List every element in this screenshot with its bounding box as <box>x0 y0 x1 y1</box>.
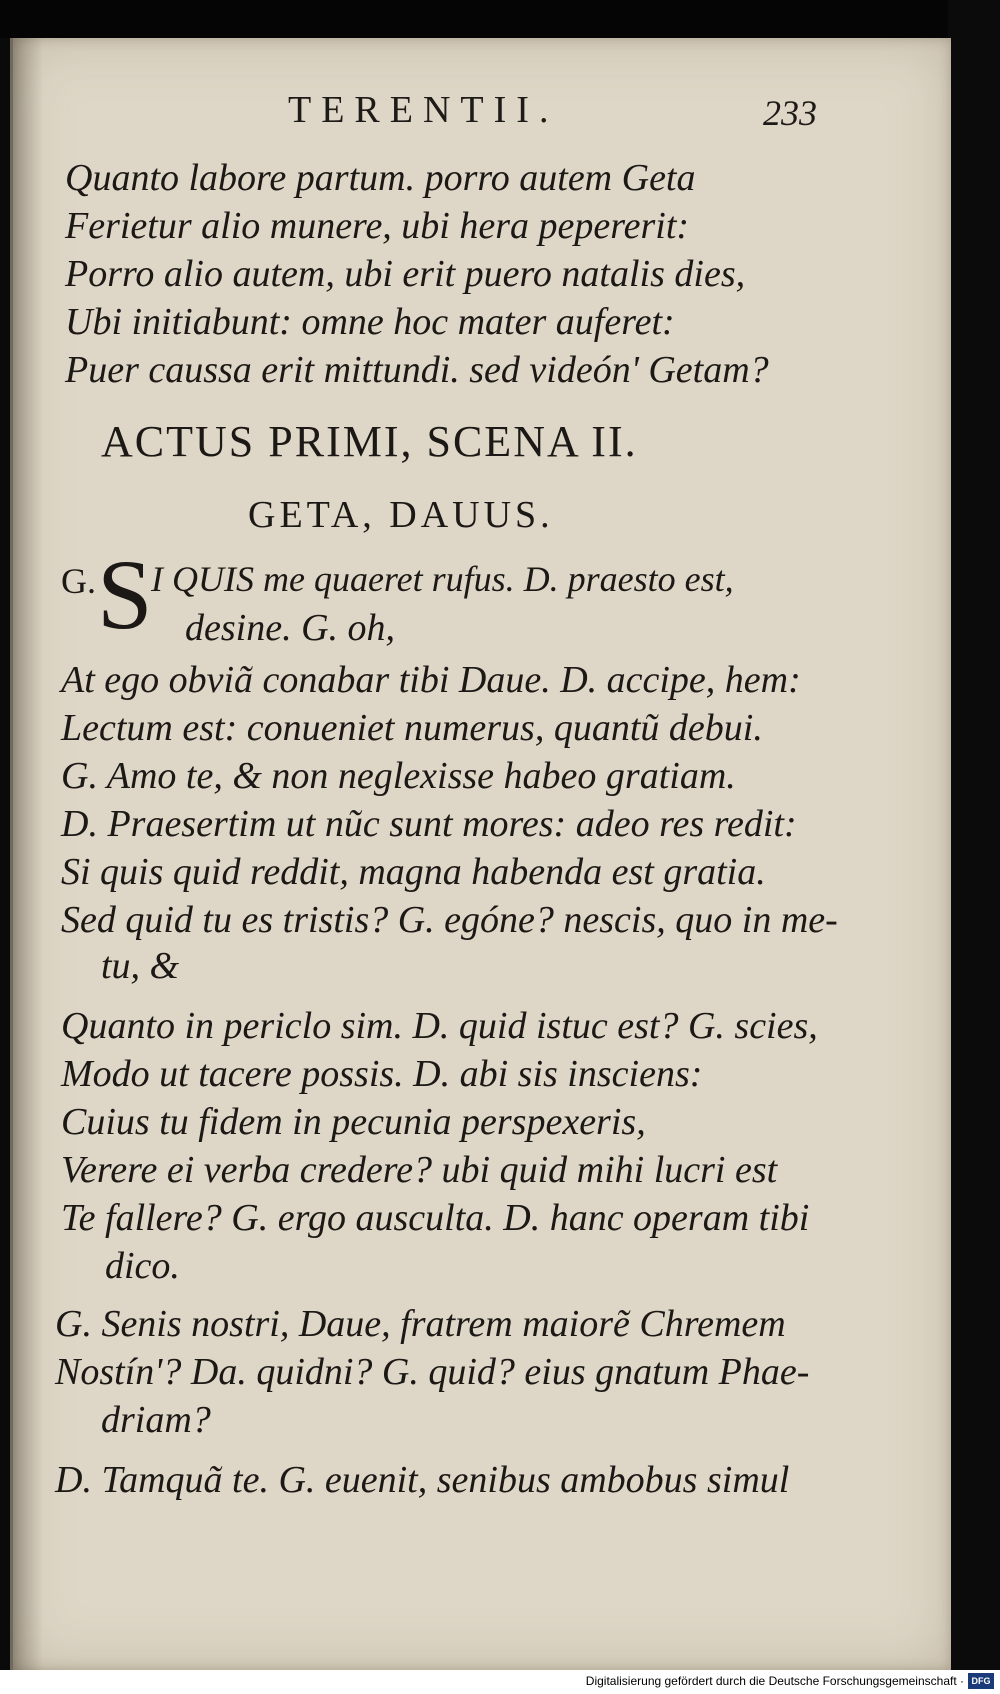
footer-credit: Digitalisierung gefördert durch die Deutsche Forschungsgemeinschaft · <box>585 1674 964 1688</box>
text-line: Ferietur alio munere, ubi hera pepererit: <box>65 205 690 247</box>
text-line: desine. G. oh, <box>185 607 396 649</box>
text-line: Nostín'? Da. quidni? G. quid? eius gnatum Phae- <box>55 1351 810 1393</box>
text-line: D. Praesertim ut nũc sunt mores: adeo res redit: <box>61 803 797 845</box>
text-line: dico. <box>105 1245 180 1287</box>
book-page <box>10 38 951 1670</box>
text-line: Quanto labore partum. porro autem Geta <box>65 157 696 199</box>
speaker-prefix: G. <box>61 561 96 601</box>
text-line: Modo ut tacere possis. D. abi sis insciens: <box>61 1053 703 1095</box>
text-line: Quanto in periclo sim. D. quid istuc est? G. scies, <box>61 1005 818 1047</box>
scan-top-border <box>0 0 1000 38</box>
text-line: Verere ei verba credere? ubi quid mihi lucri est <box>61 1149 778 1191</box>
text-line: tu, & <box>101 945 180 987</box>
text-line: Si quis quid reddit, magna habenda est gratia. <box>61 851 766 893</box>
text-line: I QUIS me quaeret rufus. D. praesto est, <box>151 559 734 599</box>
text-line: Te fallere? G. ergo ausculta. D. hanc operam tibi <box>61 1197 810 1239</box>
text-line: Ubi initiabunt: omne hoc mater auferet: <box>65 301 675 343</box>
text-line: At ego obviã conabar tibi Daue. D. accipe, hem: <box>61 659 801 701</box>
text-line: Lectum est: conueniet numerus, quantũ debui. <box>61 707 763 749</box>
text-line: D. Tamquã te. G. euenit, senibus ambobus simul <box>55 1459 790 1501</box>
digitization-footer <box>0 1670 1000 1694</box>
page-number: 233 <box>763 93 817 133</box>
running-head-title: TERENTII. <box>288 89 559 131</box>
text-line: G. Amo te, & non neglexisse habeo gratiam. <box>61 755 736 797</box>
text-line: Cuius tu fidem in pecunia perspexeris, <box>61 1101 646 1143</box>
drop-capital: S <box>97 539 153 650</box>
text-line: Porro alio autem, ubi erit puero natalis dies, <box>65 253 746 295</box>
text-line: Sed quid tu es tristis? G. egóne? nescis, quo in me- <box>61 899 838 941</box>
text-line: driam? <box>101 1399 211 1441</box>
text-line: Puer caussa erit mittundi. sed videón' Getam? <box>65 349 769 391</box>
dfg-logo: DFG <box>968 1673 994 1689</box>
scene-characters: GETA, DAUUS. <box>248 494 554 536</box>
text-line: G. Senis nostri, Daue, fratrem maiorẽ Chremem <box>55 1303 786 1345</box>
act-heading: ACTUS PRIMI, SCENA II. <box>101 417 638 466</box>
scan-right-border <box>948 0 1000 1694</box>
